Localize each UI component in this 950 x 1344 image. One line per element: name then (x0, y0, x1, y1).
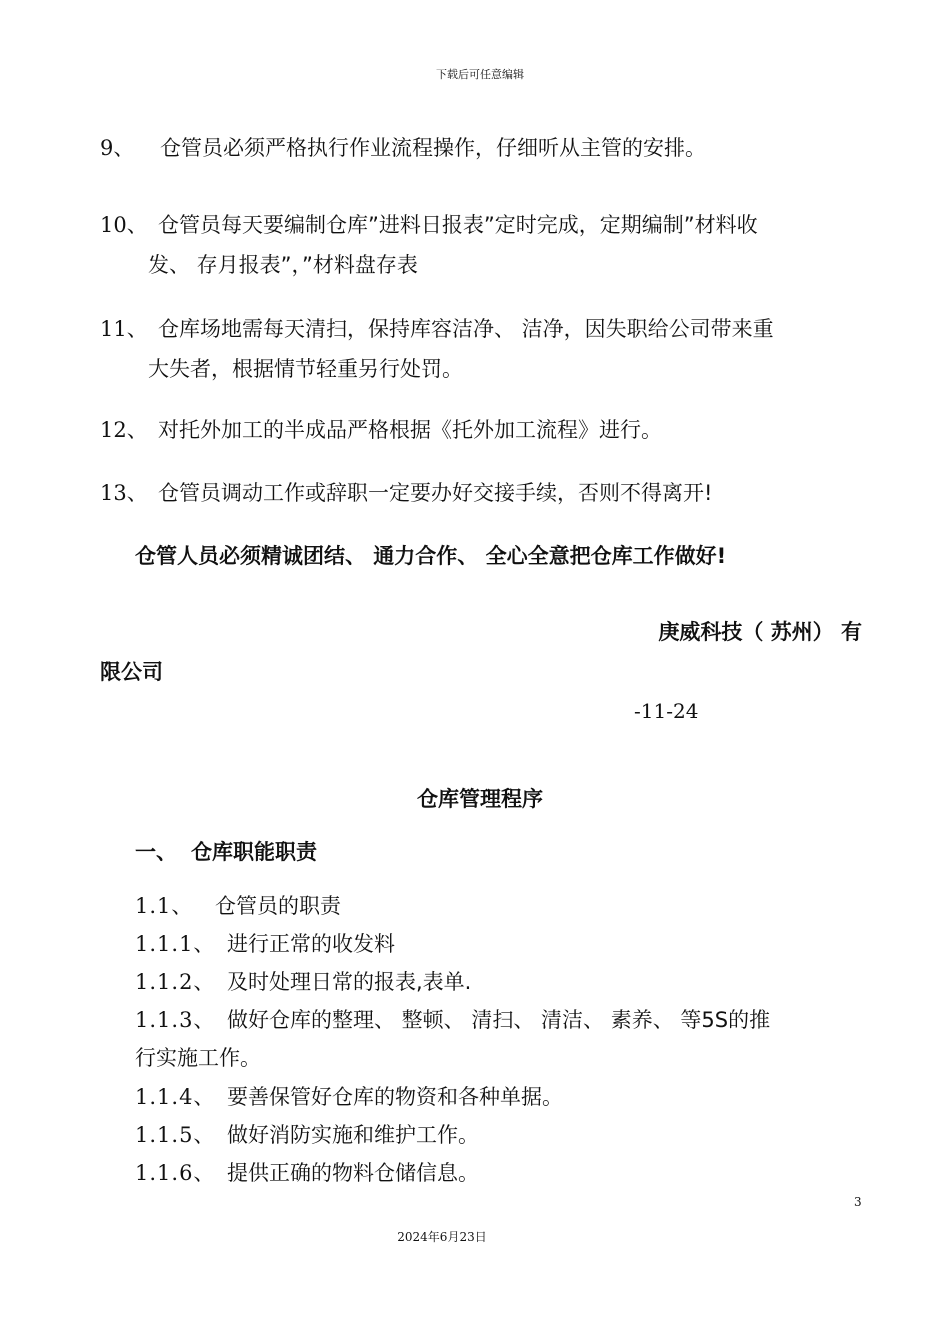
section-title: 仓库职能职责 (191, 840, 317, 864)
rule-item (100, 473, 862, 513)
rule-item (100, 128, 862, 168)
rule-text: 对托外加工的半成品严格根据《托外加工流程》进行。 (158, 418, 662, 442)
subitem-number: 1.1.6、 (135, 1161, 216, 1185)
rule-text-continued: 发、 存月报表”，”材料盘存表 (148, 253, 418, 277)
rule-item (100, 410, 862, 450)
subitem (135, 1078, 862, 1116)
section-heading (135, 832, 317, 872)
rule-number: 11、 (100, 317, 148, 341)
rule-number: 10、 (100, 213, 148, 237)
procedure-title: 仓库管理程序 (417, 787, 543, 811)
subitem (135, 1001, 862, 1077)
subitem-number: 1.1、 (135, 894, 194, 918)
subitem-number: 1.1.3、 (135, 1008, 216, 1032)
rule-number: 9、 (100, 136, 135, 160)
subitem-text: 要善保管好仓库的物资和各种单据。 (227, 1085, 563, 1109)
header-note: 下载后可任意编辑 (436, 68, 524, 81)
rule-text-continued: 大失者，根据情节轻重另行处罚。 (148, 357, 463, 381)
subitem-number: 1.1.5、 (135, 1123, 216, 1147)
rule-text: 仓库场地需每天清扫，保持库容洁净、 洁净，因失职给公司带来重 (158, 317, 774, 341)
subitem-text: 提供正确的物料仓储信息。 (227, 1161, 479, 1185)
rule-text: 仓管员调动工作或辞职一定要办好交接手续，否则不得离开! (158, 481, 713, 505)
subitem-text: 进行正常的收发料 (227, 932, 395, 956)
subitem-text: 及时处理日常的报表,表单. (227, 970, 472, 994)
slogan: 仓管人员必须精诚团结、 通力合作、 全心全意把仓库工作做好! (135, 544, 727, 568)
subitem (135, 925, 862, 963)
subitem-number: 1.1.2、 (135, 970, 216, 994)
subitem-text: 做好仓库的整理、 整顿、 清扫、 清洁、 素养、 等5S的推 (227, 1008, 771, 1032)
subitem (135, 963, 862, 1001)
footer-date: 2024年6月23日 (397, 1230, 487, 1244)
rule-number: 12、 (100, 418, 148, 442)
subitem-number: 1.1.1、 (135, 932, 216, 956)
subitem-text-continued: 行实施工作。 (135, 1046, 261, 1070)
rule-number: 13、 (100, 481, 148, 505)
company-name-continued: 限公司 (100, 660, 163, 684)
rule-item (100, 309, 862, 389)
subitem-number: 1.1.4、 (135, 1085, 216, 1109)
rule-text: 仓管员每天要编制仓库”进料日报表”定时完成，定期编制”材料收 (158, 213, 758, 237)
rule-item (100, 205, 862, 285)
subitem-text: 做好消防实施和维护工作。 (227, 1123, 479, 1147)
subitem (135, 887, 862, 925)
company-name: 庚威科技（ 苏州） 有 (658, 620, 862, 644)
subitem-text: 仓管员的职责 (215, 894, 341, 918)
page-number: 3 (854, 1195, 862, 1209)
subitem (135, 1116, 862, 1154)
section-number: 一、 (135, 840, 177, 864)
subitem (135, 1154, 862, 1192)
document-date: -11-24 (634, 699, 699, 723)
rule-text: 仓管员必须严格执行作业流程操作，仔细听从主管的安排。 (160, 136, 706, 160)
